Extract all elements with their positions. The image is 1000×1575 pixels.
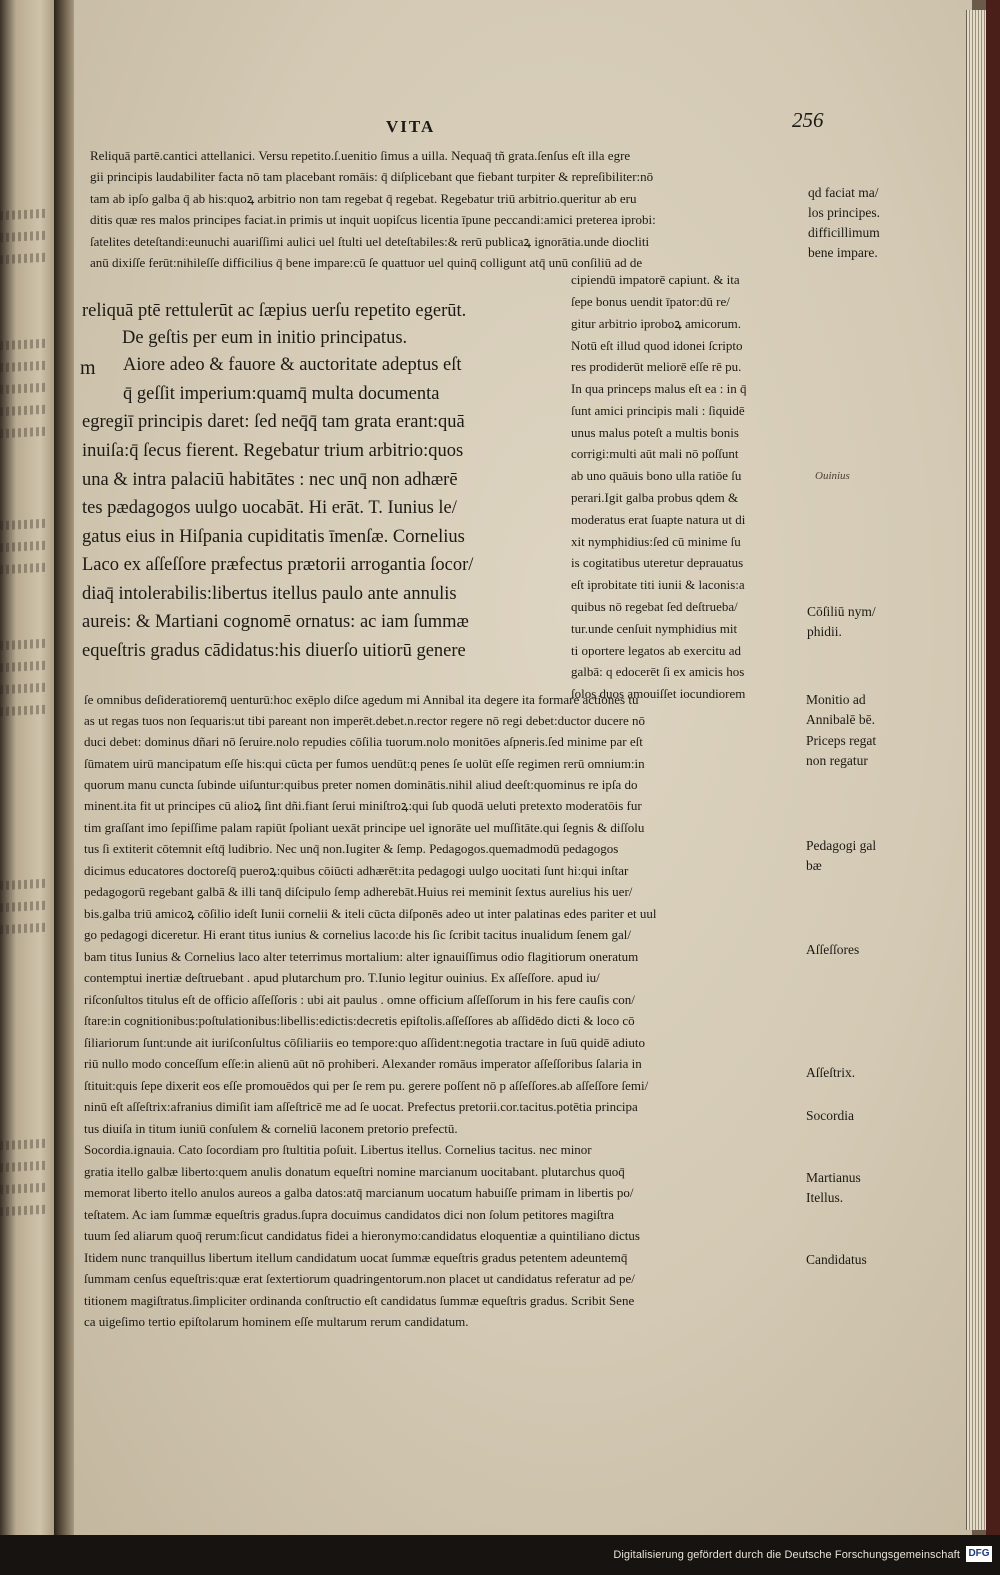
commentary-line: Itidem nunc tranquillus libertum itellum candidatum uocat ſummæ equeſtris gradus petentem adeuntemq̄ bbox=[84, 1250, 628, 1265]
right-column-line: ſolos duos amouiſſet iocundiorem bbox=[571, 686, 746, 701]
marginal-note: Cōſiliū nym/ bbox=[807, 604, 876, 619]
right-column-line: ab uno quāuis bono ulla ratiōe ſu bbox=[571, 468, 742, 483]
marginal-note: qd faciat ma/ bbox=[808, 185, 879, 200]
handwritten-note: Ouinius bbox=[815, 470, 850, 482]
page-number: 256 bbox=[792, 108, 824, 132]
commentary-line: go pedagogi diceretur. Hi erant titus iunius & cornelius laco:de his ſic ſcribit tacitus inualidum ſenem gal/ bbox=[84, 927, 631, 942]
intro-line: gii principis laudabiliter facta nō tam placebant romāis: q̄ diſplicebant que fiebant turpiter & repreſibiliter:nō bbox=[90, 169, 654, 184]
commentary-line: gratia itello galbæ liberto:quem anulis donatum equeſtri nomine marcianum uocitabant. plutarchus quoq̄ bbox=[84, 1164, 625, 1179]
left-page-edge bbox=[0, 0, 60, 1535]
marginal-note: Candidatus bbox=[806, 1252, 867, 1267]
marginal-note: Monitio ad bbox=[806, 692, 866, 707]
marginal-note: Aſſeſſores bbox=[806, 942, 860, 957]
marginal-note: Martianus bbox=[806, 1170, 861, 1185]
marginal-note: bene impare. bbox=[808, 245, 878, 260]
commentary-line: bam titus Iunius & Cornelius laco alter teterrimus mortalium: alter ignauiſſimus odio flagitiorum oneratum bbox=[84, 949, 639, 964]
commentary-line: riū nullo modo conceſſum eſſe:in alienū aūt nō prohiberi. Alexander romāus imperator aſſeſſoribus ſalaria in bbox=[84, 1056, 642, 1071]
marginal-note: difficillimum bbox=[808, 225, 880, 240]
section-heading: De geſtis per eum in initio principatus. bbox=[122, 328, 408, 348]
commentary-line: tus ſi extiterit cōtemnit eſtq̄ ludibrio. Nec unq̄ non.Iugiter & ſemp. Pedagogos.quemadmodū pedagogos bbox=[84, 841, 619, 856]
commentary-line: tus diuiſa in titum iuniū conſulem & corneliū laconem pretorio prefectū. bbox=[84, 1121, 458, 1136]
marginal-note: non regatur bbox=[806, 753, 868, 768]
right-column-line: moderatus erat ſuapte natura ut di bbox=[571, 512, 746, 527]
marginal-note: Aſſeſtrix. bbox=[806, 1065, 856, 1080]
intro-line: tam ab ipſo galba q̄ ab his:quoꝝ arbitrio non tam regebat q̄ regebat. Regebatur triū arbitrio.queritur ab eru bbox=[90, 191, 637, 206]
intro-line: ditis quæ res malos principes faciat.in primis ut inquit uopiſcus licentia īpune peccandi:amici preterea iprobi: bbox=[90, 212, 656, 227]
commentary-line: ſiliariorum ſunt:unde ait iuriſconſultus cōſiliariis eo tempore:quo aſſident:negotia tractare in ſuū quidē adiuto bbox=[84, 1035, 646, 1050]
funding-credit: Digitalisierung gefördert durch die Deutsche Forschungsgemeinschaft bbox=[613, 1549, 960, 1561]
intro-line: ſatelites deteſtandi:eunuchi auariſſimi aulici uel ſtulti uel deteſtabiles:& rerū publicaꝝ ignorātia.unde diocliti bbox=[90, 234, 650, 249]
commentary-line: ſummam cenſus equeſtris:quæ erat ſextertiorum quadringentorum.non placet ut candidatus referatur ad pe/ bbox=[84, 1271, 635, 1286]
marginal-note: Annibalē bē. bbox=[806, 712, 875, 727]
commentary-line: bis.galba triū amicoꝝ cōſilio ideſt Iunii cornelii & iteli cūcta diſponēs adeo ut inter palatinas edes pariter et uul bbox=[84, 906, 657, 921]
right-column-line: perari.Igit galba probus qdem & bbox=[571, 490, 739, 505]
right-column-line: cipiendū impatorē capiunt. & ita bbox=[571, 272, 740, 287]
marginal-note: Pedagogi gal bbox=[806, 838, 877, 853]
dfg-logo: DFG bbox=[966, 1546, 992, 1562]
main-text-line: una & intra palaciū habitātes : nec unq̄ non adhærē bbox=[82, 470, 458, 490]
commentary-line: memorat liberto itello anulos aureos a galba datos:atq̄ marcianum uocatum habuiſſe primam in libertis po/ bbox=[84, 1185, 634, 1200]
right-column-line: xit nymphidius:ſed cū minime ſu bbox=[571, 534, 741, 549]
right-column-line: res prodiderūt meliorē eſſe rē pu. bbox=[571, 359, 742, 374]
main-text-line: inuiſa:q̄ ſecus fierent. Regebatur trium arbitrio:quos bbox=[82, 441, 464, 461]
running-head: VITA bbox=[386, 117, 436, 136]
commentary-line: tim graſſant imo ſepiſſime palam rapiūt ſpoliant uexāt principe uel ignorāte uel muſſitāte.qui ſegnis & diſſolu bbox=[84, 820, 645, 835]
commentary-line: ſūmatem uirū mancipatum eſſe his:qui cūcta per fumos uendūt:q penes ſe uolūt eſſe regimen rerū omnium:in bbox=[84, 756, 645, 771]
drop-cap: m bbox=[80, 357, 96, 379]
commentary-line: dicimus educatores doctoreſq̄ pueroꝝ:quibus cōiūcti adhærēt:ita pedagogi uulgo uocitati ſunt hi:qui inſtar bbox=[84, 863, 629, 878]
commentary-line: quorum manu cuncta ſubinde uiſuntur:quibus preter nomen dominātis.nihil aliud deeſt:quominus re ipſa do bbox=[84, 777, 638, 792]
main-text-line: tes pædagogos uulgo uocabāt. Hi erāt. T. Iunius le/ bbox=[82, 498, 457, 518]
marginal-note: los principes. bbox=[808, 205, 880, 220]
commentary-line: contemptui inertiæ deſtruebant . apud plutarchum pro. T.Iunio legitur ouinius. Ex aſſeſſore. apud iu/ bbox=[84, 970, 600, 985]
right-column-line: eſt iprobitate titi iunii & laconis:a bbox=[571, 577, 745, 592]
marginal-note: bæ bbox=[806, 858, 822, 873]
main-text-line: Aiore adeo & fauore & auctoritate adeptus eſt bbox=[123, 355, 462, 375]
book-cover bbox=[986, 0, 1000, 1535]
main-text-line: aureis: & Martiani cognomē ornatus: ac iam ſummæ bbox=[82, 612, 469, 632]
commentary-line: teſtatem. Ac iam ſummæ equeſtris gradus.ſupra docuimus candidatos dici non ſolum petitores magiſtra bbox=[84, 1207, 614, 1222]
right-column-line: ſunt amici principis mali : ſiquidē bbox=[571, 403, 745, 418]
right-column-line: corrigi:multi aūt mali nō poſſunt bbox=[571, 446, 739, 461]
right-column-line: gitur arbitrio iproboꝝ amicorum. bbox=[571, 316, 741, 331]
right-column-line: quibus nō regebat ſed deſtrueba/ bbox=[571, 599, 738, 614]
intro-line: anū dixiſſe ferūt:nihileſſe difficilius q̄ bene impare:cū ſe quattuor uel quinq̄ colligunt atq̄ unū conſiliū ad de bbox=[90, 255, 643, 270]
commentary-line: ſtituit:quis ſepe dixerit eos eſſe promouēdos qui per ſe rem pu. gerere poſſent nō p aſſeſſores.ab aſſeſſore ſemi/ bbox=[84, 1078, 649, 1093]
main-text-line: egregiī principis daret: ſed neq̄q̄ tam grata erant:quā bbox=[82, 412, 465, 432]
commentary-line: minent.ita fit ut principes cū alioꝝ ſint dñi.fiant ſerui miniſtroꝝ:qui ſub quodā ueluti pretexto moderatōis fur bbox=[84, 798, 642, 813]
marginal-note: Priceps regat bbox=[806, 733, 877, 748]
right-column-line: is cogitatibus uteretur deprauatus bbox=[571, 555, 744, 570]
main-text-line: reliquā ptē rettulerūt ac ſæpius uerſu repetito egerūt. bbox=[82, 301, 467, 321]
marginal-note: Socordia bbox=[806, 1108, 854, 1123]
intro-line: Reliquā partē.cantici attellanici. Versu repetito.ſ.uenitio ſimus a uilla. Nequaq̄ tñ grata.ſenſus eſt illa egre bbox=[90, 148, 631, 163]
right-column-line: Notū eſt illud quod idonei ſcripto bbox=[571, 338, 743, 353]
commentary-line: pedagogorū regebant galbā & illi tanq̄ diſcipulo ſemp adherebāt.Huius rei meminit ſextus aurelius his uer/ bbox=[84, 884, 633, 899]
commentary-line: duci debet: dominus dñari nō ſeruire.nolo repudies cōſilia tuorum.nolo monitōes aſpneris.ſed minime par eſt bbox=[84, 734, 643, 749]
right-column-line: tur.unde cenſuit nymphidius mit bbox=[571, 621, 738, 636]
commentary-line: ca uigeſimo tertio epiſtolarum hominem eſſe multarum rerum candidatum. bbox=[84, 1314, 469, 1329]
main-text-line: diaq̄ intolerabilis:libertus itellus paulo ante annulis bbox=[82, 584, 457, 604]
commentary-line: tuum ſed aliarum quoq̄ rerum:ſicut candidatus fidei a hieronymo:candidatus eloquentiæ a quintiliano dictus bbox=[84, 1228, 640, 1243]
commentary-line: Socordia.ignauia. Cato ſocordiam pro ſtultitia poſuit. Libertus itellus. Cornelius tacitus. nec minor bbox=[84, 1142, 592, 1157]
right-column-line: galbā: q edocerēt ſi ex amicis hos bbox=[571, 664, 745, 679]
right-column-line: unus malus poteſt a multis bonis bbox=[571, 425, 739, 440]
commentary-line: ninū eſt aſſeſtrix:afranius dimiſit iam aſſeſtricē me ad ſe uocat. Prefectus pretorii.cor.tacitus.potētia principa bbox=[84, 1099, 638, 1114]
commentary-line: ſtare:in cognitionibus:poſtulationibus:libellis:edictis:decretis epiſtolis.aſſeſſores ab aſſidēdo dicti & loco cō bbox=[84, 1013, 635, 1028]
commentary-line: as ut regas tuos non ſequaris:ut tibi pareant non imperēt.debet.n.rector regere nō regi debet:ductor ducere nō bbox=[84, 713, 645, 728]
right-column-line: In qua princeps malus eſt ea : in q̄ bbox=[571, 381, 747, 396]
main-text-line: q̄ geſſit imperium:quamq̄ multa documenta bbox=[123, 384, 440, 404]
main-text-line: equeſtris gradus cādidatus:his diuerſo uitiorū genere bbox=[82, 641, 466, 661]
right-column-line: ti oportere legatos ab exercitu ad bbox=[571, 643, 742, 658]
commentary-line: ſe omnibus deſideratioremq̄ uenturū:hoc exēplo diſce agedum mi Annibal ita degere ita formare actiones tu bbox=[84, 692, 639, 707]
main-text-line: gatus eius in Hiſpania cupiditatis īmenſæ. Cornelius bbox=[82, 527, 465, 547]
marginal-note: Itellus. bbox=[806, 1190, 844, 1205]
commentary-line: titionem magiſtratus.ſimpliciter ordinanda conſtructio eſt candidatus ſummæ equeſtris gradus. Scribit Sene bbox=[84, 1293, 635, 1308]
marginal-note: phidii. bbox=[807, 624, 842, 639]
right-column-line: ſepe bonus uendit īpator:dū re/ bbox=[571, 294, 730, 309]
commentary-line: riſconſultos titulus eſt de officio aſſeſſoris : ubi ait paulus . omne officium aſſeſſorum in his fere cauſis con/ bbox=[84, 992, 635, 1007]
main-text-line: Laco ex aſſeſſore præfectus prætorii arrogantia ſocor/ bbox=[82, 555, 474, 575]
